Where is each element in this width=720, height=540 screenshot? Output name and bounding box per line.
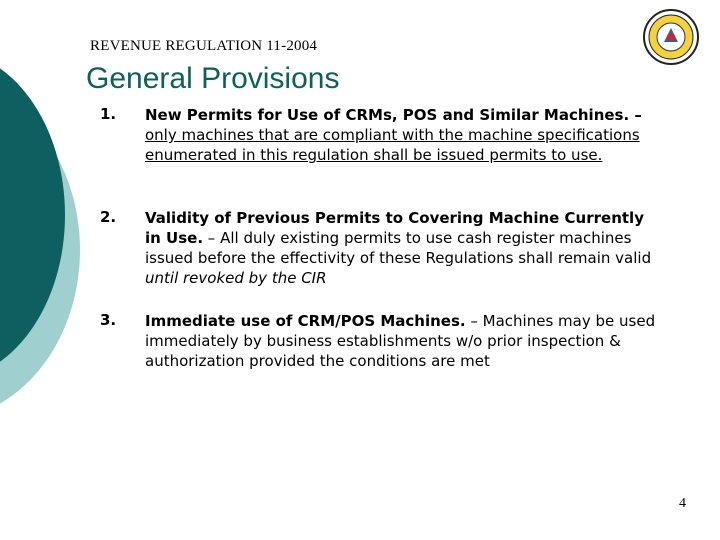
item-heading: New Permits for Use of CRMs, POS and Similar Machines. <box>145 106 630 124</box>
item-body-italic: until revoked by the CIR <box>145 269 327 287</box>
item-heading: Immediate use of CRM/POS Machines. <box>145 312 466 330</box>
page-title: General Provisions <box>86 62 340 95</box>
item-heading: Validity of Previous Permits to Covering Machine Currently in Use. <box>145 209 644 247</box>
list-item <box>100 208 660 288</box>
item-number: 3. <box>100 311 117 329</box>
item-body: All duly existing permits to use cash register machines issued before the effectivity of these Regulations shall remain valid <box>145 229 652 267</box>
item-body: Machines may be used immediately by business establishments w/o prior inspection & authorization provided the conditions are met <box>145 312 656 370</box>
list-item <box>100 105 660 165</box>
item-dash: – <box>465 312 483 330</box>
item-number: 2. <box>100 208 117 226</box>
item-body: only machines that are compliant with the machine specifications enumerated in this regulation shall be issued permits to use. <box>145 126 640 164</box>
item-dash: – <box>203 229 221 247</box>
item-text <box>145 208 660 288</box>
item-text <box>145 311 660 371</box>
bir-seal-icon <box>642 8 700 66</box>
item-dash: – <box>629 106 642 124</box>
list-item <box>100 311 660 371</box>
page-number: 4 <box>679 496 686 511</box>
item-number: 1. <box>100 105 117 123</box>
item-text <box>145 105 660 165</box>
decorative-side-shape <box>0 0 100 540</box>
regulation-label: REVENUE REGULATION 11-2004 <box>90 38 318 54</box>
